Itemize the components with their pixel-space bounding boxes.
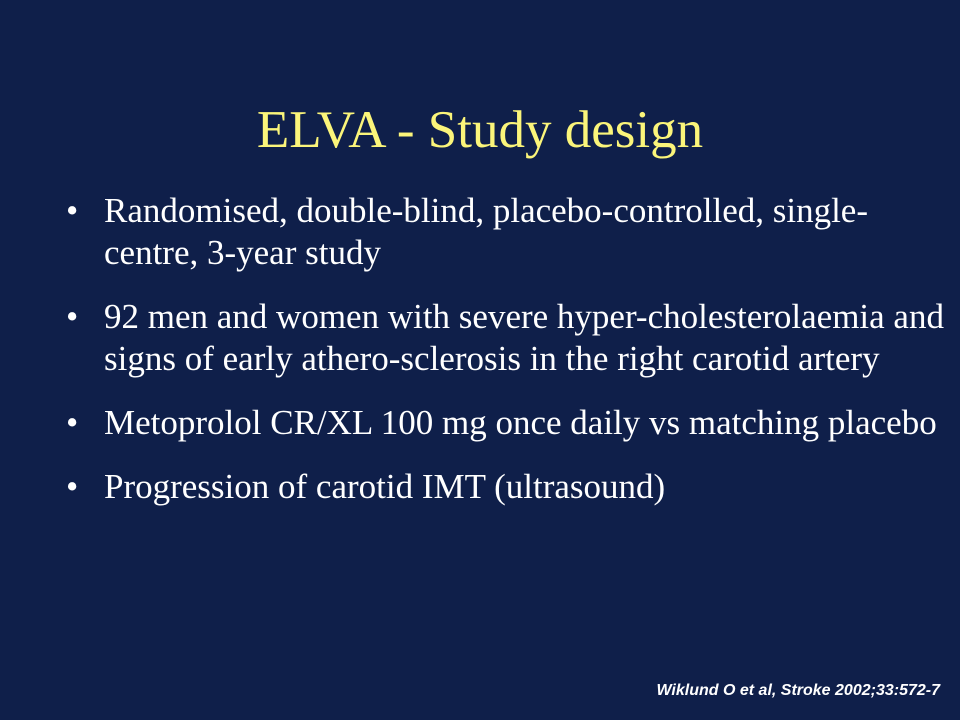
bullet-text: Randomised, double-blind, placebo-controlled, single-centre, 3-year study — [104, 191, 868, 272]
bullet-item-4 — [64, 466, 944, 508]
bullet-item-3 — [64, 402, 944, 444]
citation: Wiklund O et al, Stroke 2002;33:572-7 — [656, 682, 940, 699]
bullet-item-2 — [64, 296, 944, 380]
bullet-dot-icon: • — [66, 297, 79, 336]
bullet-list — [64, 190, 944, 530]
slide-title: ELVA - Study design — [256, 101, 704, 159]
bullet-item-1 — [64, 190, 944, 274]
bullet-dot-icon: • — [66, 403, 79, 442]
bullet-text: Progression of carotid IMT (ultrasound) — [104, 467, 666, 506]
bullet-text: Metoprolol CR/XL 100 mg once daily vs matching placebo — [104, 403, 937, 442]
bullet-text: 92 men and women with severe hyper-cholesterolaemia and signs of early athero-sclerosis in the right carotid artery — [104, 297, 944, 378]
bullet-dot-icon: • — [66, 191, 79, 230]
bullet-dot-icon: • — [66, 467, 79, 506]
